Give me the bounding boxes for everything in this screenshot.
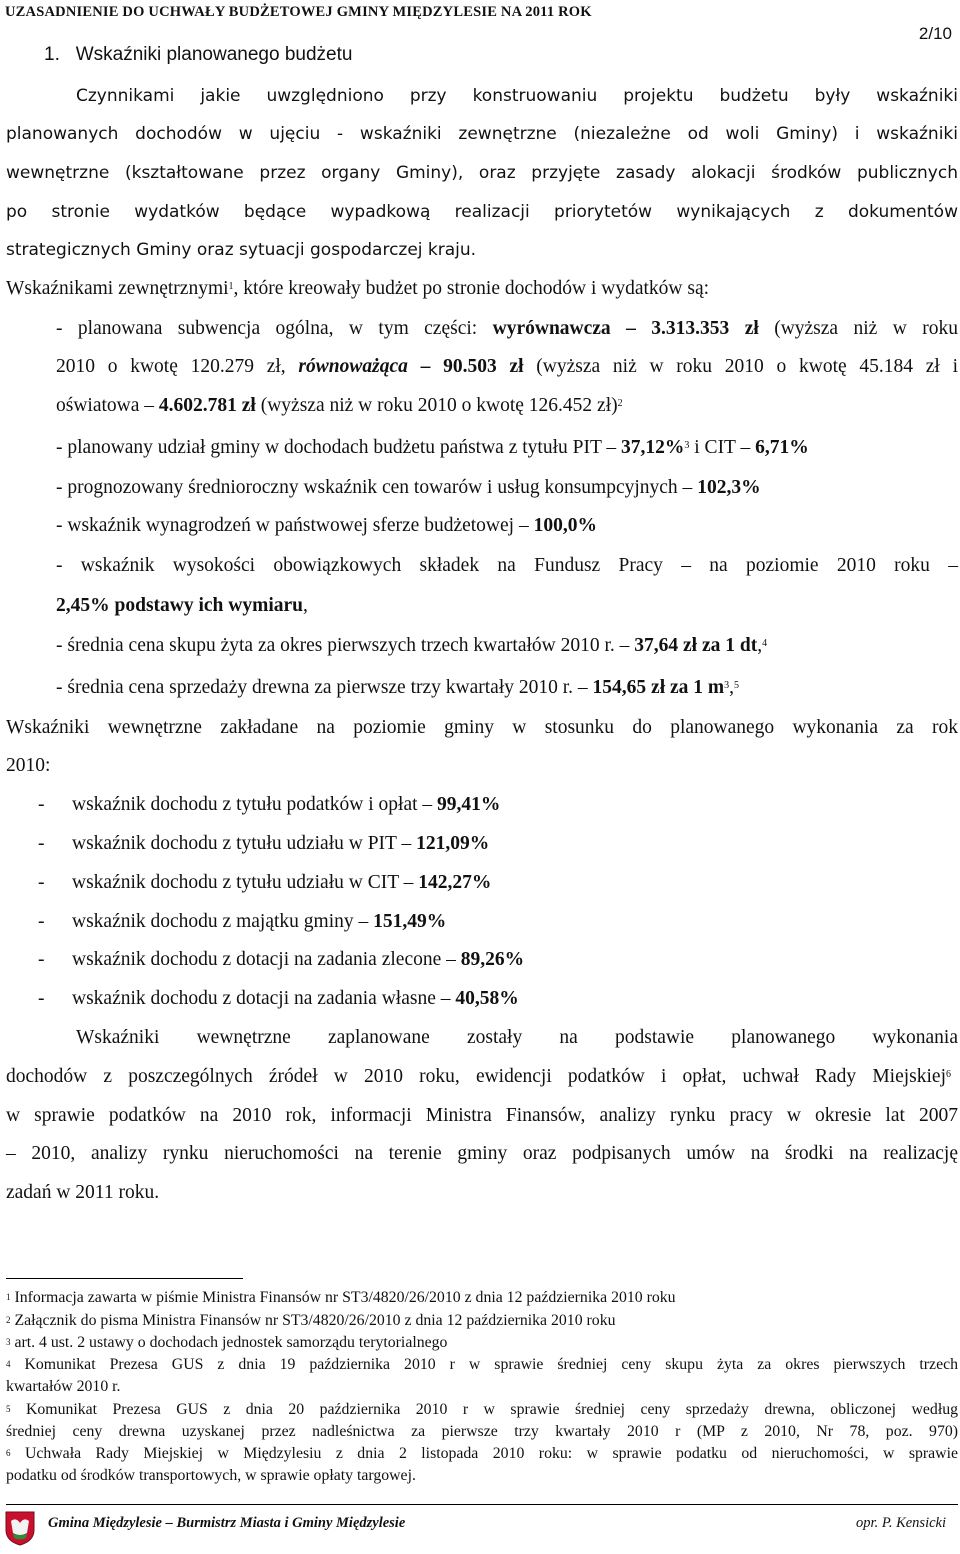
footnote: $^1$ Informacja zawarta w piśmie Ministra Finansów nr ST3/4820/26/2010 z dnia 12 października 2010 roku [6,1289,676,1306]
wages-line: - wskaźnik wynagrodzeń w państwowej sferze budżetowej – 100,0% [56,515,597,536]
intro-line: po stronie wydatków będące wypadkową realizacji priorytetów wynikających z dokumentów [6,202,958,222]
rye-line: - średnia cena skupu żyta za okres pierwszych trzech kwartałów 2010 r. – 37,64 zł za 1 dt,$^4$ [56,635,768,656]
internal-lead-2: 2010: [6,755,51,776]
internal-item: - wskaźnik dochodu z majątku gminy – 151,49% [38,911,447,932]
footnote-ref: 1 [228,281,234,292]
subsidy-line-3: oświatowa – 4.602.781 zł (wyższa niż w roku 2010 o kwotę 126.452 zł)$^2$ [56,395,623,416]
intro-line: planowanych dochodów w ujęciu - wskaźniki zewnętrzne (niezależne od woli Gminy) i wskaźniki [6,124,958,144]
footnote: $^4$ Komunikat Prezesa GUS z dnia 19 października 2010 r w sprawie średniej ceny skupu żyta za okres pierwszych trzech [6,1356,958,1373]
internal-item: - wskaźnik dochodu z tytułu udziału w PIT – 121,09% [38,833,490,854]
cpi-line: - prognozowany średnioroczny wskaźnik cen towarów i usług konsumpcyjnych – 102,3% [56,477,761,498]
footnote-ref: 2 [617,398,623,409]
footer-divider [6,1504,958,1505]
footnote: $^6$ Uchwała Rady Miejskiej w Międzylesiu z dnia 2 listopada 2010 roku: w sprawie podatku od nieruchomości, w sprawie [6,1445,958,1462]
footer-right: opr. P. Kensicki [856,1515,946,1531]
subsidy-line-2: 2010 o kwotę 120.279 zł, równoważąca – 90.503 zł (wyższa niż w roku 2010 o kwotę 45.184 zł i [56,356,958,377]
footnote-divider [6,1278,243,1279]
internal-item: - wskaźnik dochodu z dotacji na zadania własne – 40,58% [38,988,519,1009]
footnote: $^5$ Komunikat Prezesa GUS z dnia 20 października 2010 r w sprawie średniej ceny sprzedaży drewna, obliczonej według [6,1401,959,1418]
closing-line: w sprawie podatków na 2010 rok, informacji Ministra Finansów, analizy rynku pracy w okresie lat 2007 [6,1105,958,1126]
footnote-ref: 5 [734,680,740,691]
footnote-cont: kwartałów 2010 r. [6,1378,121,1395]
footnote-ref: 4 [762,638,768,649]
fund-pracy-line-2: 2,45% podstawy ich wymiaru, [56,595,308,616]
footnote-ref: 3 [684,440,690,451]
footnote-cont: podatku od środków transportowych, w sprawie opłaty targowej. [6,1467,416,1484]
closing-line: – 2010, analizy rynku nieruchomości na terenie gminy oraz podpisanych umów na środki na realizację [6,1143,958,1164]
internal-item: - wskaźnik dochodu z tytułu podatków i opłat – 99,41% [38,794,501,815]
intro-line: Czynnikami jakie uwzględniono przy konstruowaniu projektu budżetu były wskaźniki [76,86,958,106]
closing-line: zadań w 2011 roku. [6,1182,160,1203]
closing-line: Wskaźniki wewnętrzne zaplanowane zostały na podstawie planowanego wykonania [76,1027,958,1048]
footnote: $^2$ Załącznik do pisma Ministra Finansów nr ST3/4820/26/2010 z dnia 12 października 2010 roku [6,1312,616,1329]
internal-item: - wskaźnik dochodu z tytułu udziału w CIT – 142,27% [38,872,492,893]
section-number: 1. [44,44,60,65]
internal-lead: Wskaźniki wewnętrzne zakładane na poziomie gminy w stosunku do planowanego wykonania za rok [6,717,958,738]
coat-of-arms-icon [4,1510,36,1546]
pit-cit-line: - planowany udział gminy w dochodach budżetu państwa z tytułu PIT – 37,12%$^3$ i CIT – 6,71% [56,437,809,458]
subsidy-line-1: - planowana subwencja ogólna, w tym części: wyrównawcza – 3.313.353 zł (wyższa niż w roku [56,318,958,339]
wood-line: - średnia cena sprzedaży drewna za pierwsze trzy kwartały 2010 r. – 154,65 zł za 1 $m^3,^5$ [56,677,740,698]
section-title: Wskaźniki planowanego budżetu [75,44,353,65]
footnote-cont: średniej ceny drewna uzyskanej przez nadleśnictwa za pierwsze trzy kwartały 2010 r (MP z 2010, Nr 78, poz. 970) [6,1423,958,1440]
closing-line: dochodów z poszczególnych źródeł w 2010 roku, ewidencji podatków i opłat, uchwał Rady Miejskiej$^6$ [6,1066,951,1087]
page-number: 2/10 [918,24,952,43]
footnote-ref: 6 [946,1069,951,1080]
document-header: UZASADNIENIE DO UCHWAŁY BUDŻETOWEJ GMINY MIĘDZYLESIE NA 2011 ROK [5,4,592,20]
footer-left: Gmina Międzylesie – Burmistrz Miasta i Gminy Międzylesie [48,1515,406,1531]
section-heading [44,44,352,66]
fund-pracy-line: - wskaźnik wysokości obowiązkowych składek na Fundusz Pracy – na poziomie 2010 roku – [56,555,958,576]
footnote: $^3$ art. 4 ust. 2 ustawy o dochodach jednostek samorządu terytorialnego [6,1334,448,1351]
external-lead: Wskaźnikami zewnętrznymi$^1$, które kreowały budżet po stronie dochodów i wydatków są: [6,278,710,299]
intro-line: wewnętrzne (kształtowane przez organy Gminy), oraz przyjęte zasady alokacji środków publicznych [6,163,958,183]
internal-item: - wskaźnik dochodu z dotacji na zadania zlecone – 89,26% [38,949,525,970]
intro-line: strategicznych Gminy oraz sytuacji gospodarczej kraju. [6,240,477,260]
